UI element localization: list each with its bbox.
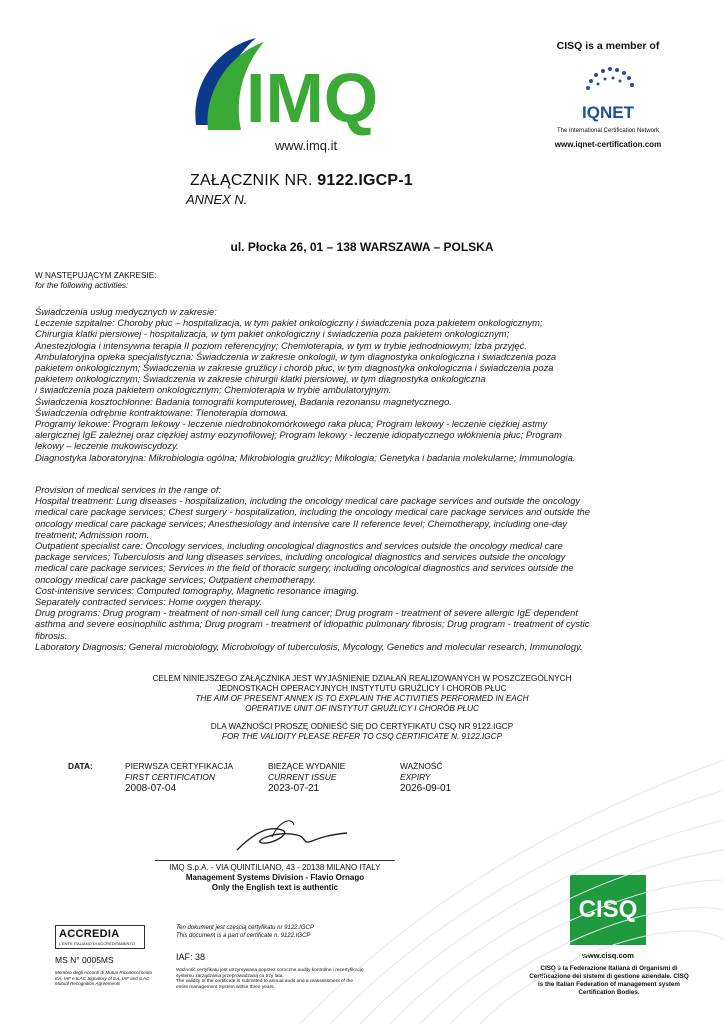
aim-en-line: THE AIM OF PRESENT ANNEX IS TO EXPLAIN THE ACTIVITIES PERFORMED IN EACH [195,694,529,703]
activity-line: lekowy – leczenie mukowiscydozy. [35,440,179,452]
activity-line: alergicznej IgE zależnej oraz ciężkiej astmy eozynofilowej; Program lekowy - leczenie idiopatycznego włóknienia płuc; Program [35,429,562,441]
cisq-desc-line: Certificazione dei sistemi di gestione aziendale. CISQ [529,973,689,980]
validity-pl: DLA WAŻNOŚCI PROSZĘ ODNIEŚĆ SIĘ DO CERTYFIKATU CSQ NR 9122.IGCP [210,722,514,731]
first-cert-date: 2008-07-04 [125,783,177,794]
cisq-desc-line: is the Italian Federation of management system [537,981,681,988]
aim-pl-line: CELEM NINIEJSZEGO ZAŁĄCZNIKA JEST WYJAŚNIENIE DZIAŁAŃ REALIZOWANYCH W POSZCZEGÓLNYCH [152,674,572,683]
activity-line: medical care package services; Services in the field of thoracic surgery, including oncological diagnostics and services outside the [35,562,574,574]
current-issue-date: 2023-07-21 [268,783,320,794]
activity-line: Ambulatoryjna opieka specjalistyczna: Świadczenia w zakresie onkologii, w tym diagnostyka onkologiczna i świadczenia poza [35,350,557,362]
activity-line: Programy lekowe: Program lekowy - leczenie niedrobnokomórkowego raka płuca; Program lekowy - leczenie ciężkiej astmy [35,418,548,430]
expiry-date: 2026-09-01 [400,783,452,794]
activity-line: medical care package services; Chest surgery - hospitalization, including the oncology medical care package services and outside the [35,506,590,518]
company-division: Management Systems Division - Flavio Ornago [185,873,365,882]
current-issue [268,761,345,795]
activity-line: Separately contracted services: Home oxygen therapy. [35,596,263,608]
activity-line: pakietem onkologicznym; Świadczenia w zakresie gruźlicy i chorób płuc, w tym diagnostyka onkologiczna i świadczenia poza [35,362,554,374]
company-address: IMQ S.p.A. - VIA QUINTILIANO, 43 - 20138 MILANO ITALY [169,863,381,872]
activity-line: treatment; Admission room. [35,528,150,540]
imq-url: www.imq.it [275,138,338,153]
doc-part-en: This document is a part of certificate n. 9122.IGCP [176,933,311,939]
aim-pl-line: JEDNOSTKACH OPERACYJNYCH INSTYTUTU GRUŹLICY I CHORÓB PŁUC [217,684,507,693]
signature-line [155,860,395,861]
activity-line: oncology medical care package services; Anesthesiology and intensive care II reference level; Chemotherapy, including one-day [35,517,568,529]
activity-line: asthma and severe eosinophilic asthma; Drug program - treatment of idiopathic pulmonary fibrosis; Drug program - treatment of cystic [35,618,590,630]
activity-line: Cost-intensive services: Computed tomography, Magnetic resonance imaging. [35,584,359,596]
validity-en: FOR THE VALIDITY PLEASE REFER TO CSQ CERTIFICATE N. 9122.IGCP [221,732,503,741]
activity-line: Chirurgia klatki piersiowej - hospitalizacja, w tym pakiet onkologiczny i świadczenia poza pakietem onkologicznym; [35,328,510,340]
authentic-note: Only the English text is authentic [211,883,339,892]
activity-line: package services; Tuberculosis and lung diseases services, including oncological diagnostics and services outside the oncology [35,551,566,563]
annex-number: 9122.IGCP-1 [317,172,413,189]
annex-prefix: ZAŁĄCZNIK NR. [190,172,313,189]
iqnet-network-label: The International Certification Network [556,128,660,134]
activity-line: Leczenie szpitalne: Choroby płuc – hospitalizacja, w tym pakiet onkologiczny i świadczenia poza pakietem onkologicznym; [35,317,543,329]
address: ul. Płocka 26, 01 – 138 WARSZAWA – POLSKA [230,240,494,254]
document-part-note [176,924,314,940]
accredia-logo [55,925,145,949]
expiry-pl: WAŻNOŚĆ [400,761,443,771]
expiry-en: EXPIRY [400,771,431,782]
activity-line: Laboratory Diagnosis: General microbiology, Microbiology of tuberculosis, Mycology, Genetics and molecular research, Immunology. [35,640,583,652]
activity-line: Drug programs: Drug program - treatment of non-small cell lung cancer; Drug program - treatment of severe allergic IgE dependent [35,607,578,619]
annex-subtitle: ANNEX N. [186,192,248,207]
cisq-desc-line: CISQ è la Federazione Italiana di Organismi di [540,965,678,972]
iqnet-logo [568,56,648,126]
doc-part-pl: Ten dokument jest częścią certyfikatu nr 9122.IGCP [176,925,314,931]
aim-en-line: OPERATIVE UNIT OF INSTYTUT GRUŹLICY I CHORÓB PŁUC [245,704,479,713]
activity-line: Świadczenia odrębnie kontraktowane: Tlenoterapia domowa. [35,406,289,418]
first-certification [125,761,233,795]
activity-line: pakietem onkologicznym; Świadczenia w zakresie chirurgii klatki piersiowej, w tym diagnostyka onkologiczna [35,373,486,385]
ms-number: MS N° 0005MS [55,955,114,965]
imq-logo-text: IMQ [246,59,379,137]
activity-line: Hospital treatment: Lung diseases - hospitalization, including the oncology medical care package services and outside the oncology [35,495,581,507]
activity-line: Anestezjologia i intensywna terapia II poziom referencyjny; Chemioterapia, w tym w trybie jednodniowym; Izba przyjęć. [35,339,527,351]
activities-en [35,484,675,652]
cisq-logo: CISQ [570,875,646,945]
activities-pl [35,306,675,463]
annex-title [190,172,413,190]
current-issue-en: CURRENT ISSUE [268,771,337,782]
expiry [400,761,451,795]
dates-label: DATA: [68,761,93,771]
first-cert-pl: PIERWSZA CERTYFIKACJA [125,761,234,771]
iqnet-logo-text: IQNET [582,103,634,122]
validity-statement [0,722,724,742]
accredia-note: Membro degli Accordi di Mutuo Riconoscimento EA, IAF e ILAC Signatory of EA, IAF and ILAC Mutual Recognition Agreements [55,970,153,986]
legal-en: The validity of the certificate is submitted to annual audit and a reassessment of the entire management System within three years. [176,979,354,990]
cisq-url: www.cisq.com [582,951,634,960]
first-cert-en: FIRST CERTIFICATION [125,771,215,782]
activity-line: Świadczenia usług medycznych w zakresie: [35,306,217,317]
activity-line: fibrosis. [35,629,68,641]
legal-note [176,968,366,990]
cisq-description [528,965,690,997]
scope-label-en: for the following activities: [35,281,129,290]
activity-line: Outpatient specialist care: Oncology services, including oncological diagnostics and services outside the oncology medical care [35,540,563,552]
activity-line: Provision of medical services in the range of: [35,484,222,495]
current-issue-pl: BIEŻĄCE WYDANIE [268,761,346,771]
accredia-name: ACCREDIA [59,928,120,940]
activity-line: i świadczenia poza pakietem onkologicznym; Chemioterapia w trybie ambulatoryjnym. [35,384,392,396]
accredia-subtitle: L'ENTE ITALIANO DI ACCREDITAMENTO [59,941,135,946]
activity-line: Świadczenia kosztochłonne: Badania tomografii komputerowej, Badania rezonansu magnetycznego. [35,395,452,407]
iqnet-block [528,40,688,149]
activity-line: oncology medical care package services; Outpatient chemotherapy. [35,573,316,585]
iqnet-url: www.iqnet-certification.com [554,140,662,149]
scope-label-pl: W NASTĘPUJĄCYM ZAKRESIE: [35,271,157,280]
signature [232,815,352,865]
iqnet-member-title: CISQ is a member of [556,40,660,52]
legal-pl: Ważność certyfikatu jest utrzymywana poprzez coroczne audity kontrolne i recertyfikację systemu zarządzania przeprowadzaną co trzy lata. [176,968,364,979]
iaf-code: IAF: 38 [176,952,206,962]
activity-line: Diagnostyka laboratoryjna: Mikrobiologia ogólna; Mikrobiologia gruźlicy; Mikologia; Genetyka i badania molekularne; Immunologia. [35,451,576,463]
aim-statement [0,674,724,714]
company-info [150,863,400,893]
imq-logo [186,30,406,155]
cisq-desc-line: Certification Bodies. [578,989,640,996]
